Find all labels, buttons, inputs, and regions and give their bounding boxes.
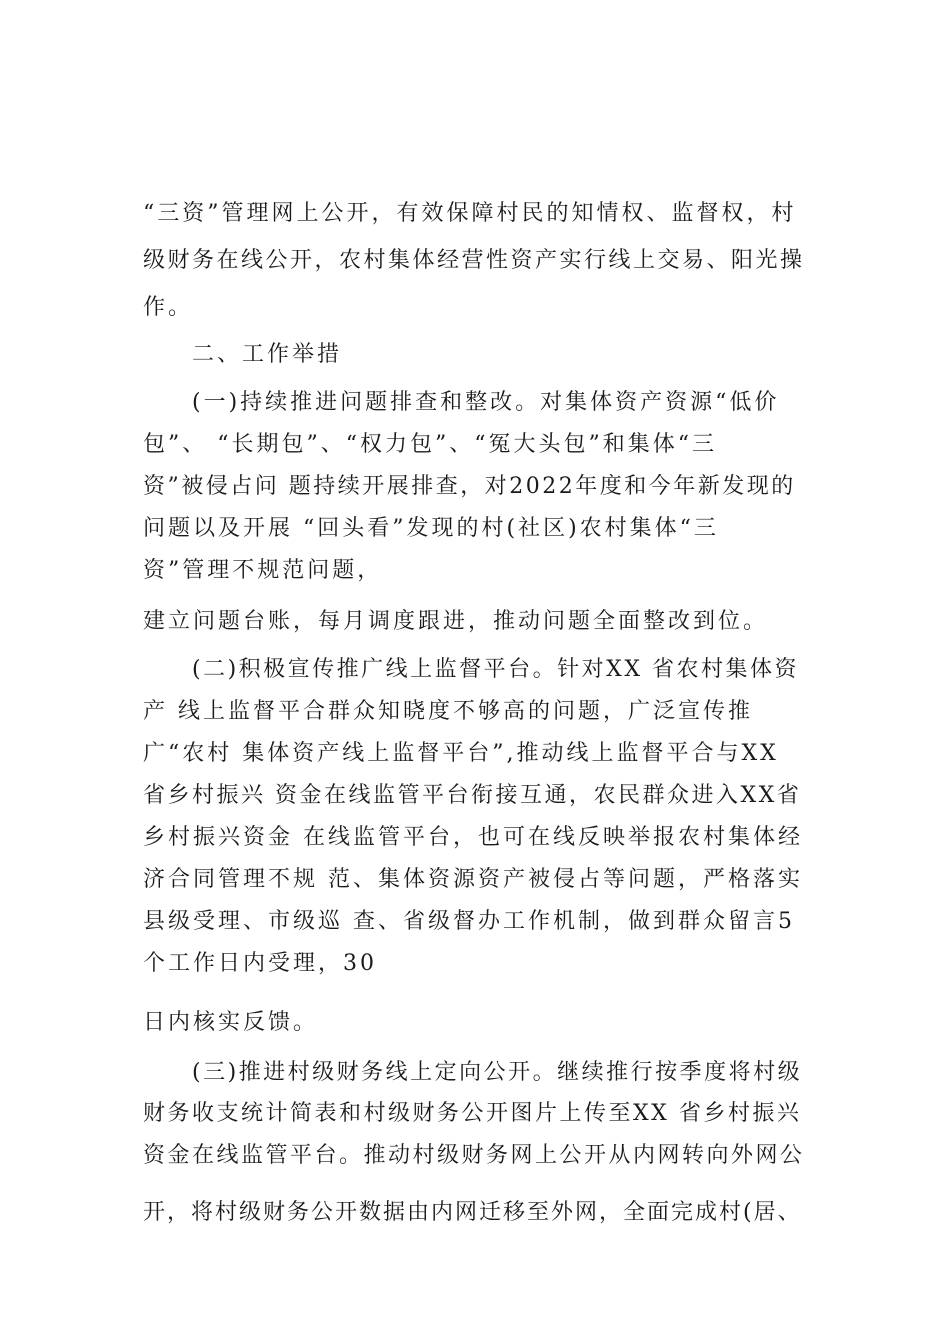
text-line-6: 包”、 “长期包”、“权力包”、“冤大头包”和集体“三 [143,432,717,457]
text-line-7: 资”被侵占问 题持续开展排查，对2022年度和今年新发现的 [143,474,796,499]
text-line-16: 济合同管理不规 范、集体资源资产被侵占等问题，严格落实 [143,867,803,892]
text-line-20: (三)推进村级财务线上定向公开。继续推行按季度将村级 [192,1060,803,1085]
text-line-12: 产 线上监督平合群众知晓度不够高的问题，广泛宣传推 [143,699,753,724]
text-line-2: 级财务在线公开，农村集体经营性资产实行线上交易、阳光操 [143,248,805,273]
text-line-22: 资金在线监管平台。推动村级财务网上公开从内网转向外网公 [143,1143,805,1168]
text-line-5: (一)持续推进问题排查和整改。对集体资产资源“低价 [192,390,780,415]
text-line-11: (二)积极宣传推广线上监督平台。针对XX 省农村集体资 [192,657,799,682]
text-line-23: 开，将村级财务公开数据由内网迁移至外网，全面完成村(居、 [143,1200,802,1225]
text-line-18: 个工作日内受理，30 [143,951,377,976]
text-line-15: 乡村振兴资金 在线监管平台，也可在线反映举报农村集体经 [143,825,803,850]
text-line-9: 资”管理不规范问题， [143,558,383,583]
text-line-3: 作。 [143,295,194,320]
section-heading-2: 二、工作举措 [192,342,343,367]
text-line-10: 建立问题台账，每月调度跟进，推动问题全面整改到位。 [143,609,769,634]
text-line-13: 广“农村 集体资产线上监督平台”,推动线上监督平合与XX [143,741,779,766]
text-line-14: 省乡村振兴 资金在线监管平台衔接互通，农民群众进入XX省 [143,783,802,808]
text-line-8: 问题以及开展 “回头看”发现的村(社区)农村集体“三 [143,516,719,541]
text-line-1: “三资”管理网上公开，有效保障村民的知情权、监督权，村 [143,201,797,226]
text-line-17: 县级受理、市级巡 查、省级督办工作机制，做到群众留言5 [143,909,795,934]
text-line-21: 财务收支统计简表和村级财务公开图片上传至XX 省乡村振兴 [143,1101,802,1126]
text-line-19: 日内核实反馈。 [143,1010,319,1035]
